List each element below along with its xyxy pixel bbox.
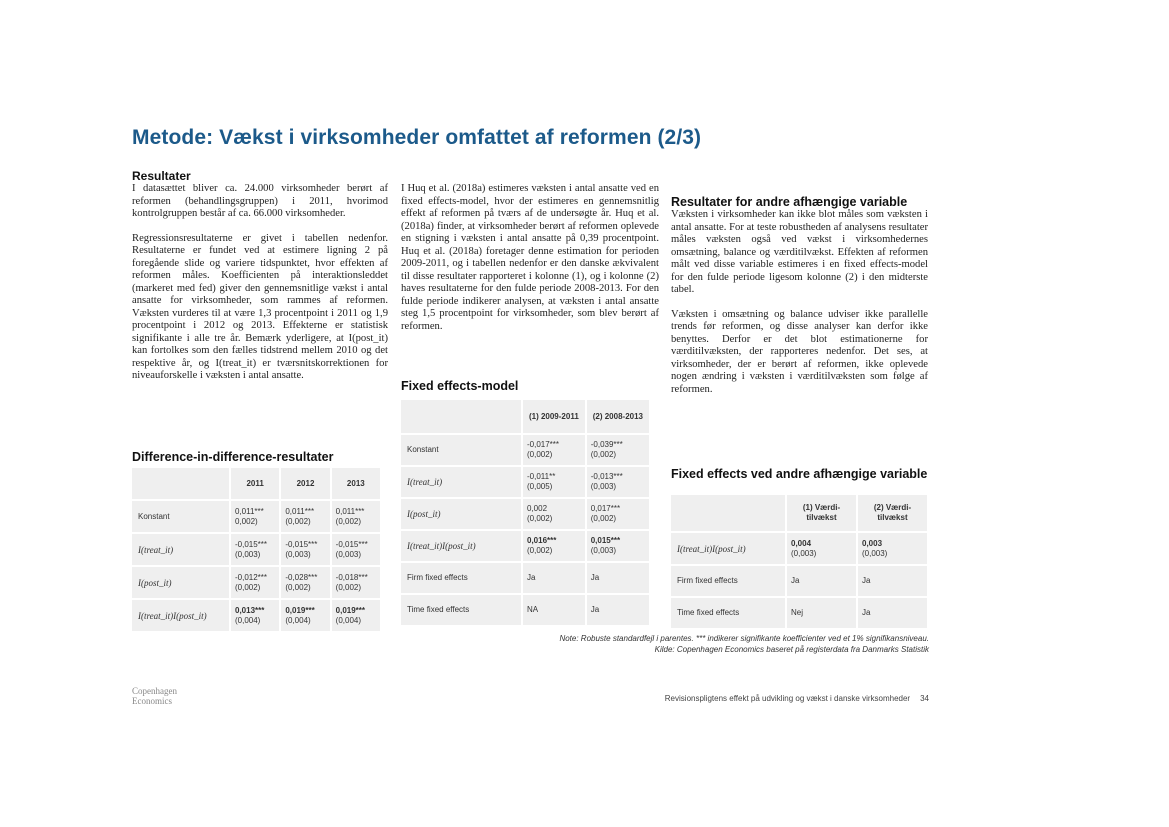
- stderr: (0,004): [235, 615, 261, 625]
- table-row: [401, 499, 649, 529]
- page-title: Metode: Vækst i virksomheder omfattet af reformen (2/3): [132, 126, 702, 149]
- coef: 0,011***: [235, 506, 264, 516]
- coef: -0,028***: [285, 572, 318, 582]
- row-label: I(treat_it)I(post_it): [671, 533, 785, 564]
- coef: -0,013***: [590, 472, 623, 481]
- stderr: 0,002): [235, 516, 258, 526]
- table-row: [132, 501, 380, 532]
- stderr: (0,004): [335, 615, 362, 625]
- coef: 0,013***: [235, 605, 265, 615]
- coef: -0,017***: [527, 440, 560, 449]
- did-header-empty: [132, 468, 229, 499]
- coef: 0,019***: [285, 605, 315, 615]
- table-row: [132, 600, 380, 631]
- cell: Ja: [787, 566, 856, 596]
- row-label: I(post_it): [401, 499, 521, 529]
- stderr: (0,002): [235, 582, 261, 592]
- stderr: (0,002): [527, 546, 553, 555]
- table-note: [559, 633, 929, 655]
- logo-line-1: Copenhagen: [132, 686, 177, 696]
- stderr: (0,002): [590, 514, 617, 523]
- other-fe-header-empty: [671, 495, 785, 531]
- row-label: I(treat_it)I(post_it): [132, 600, 229, 631]
- other-fe-table-title: Fixed effects ved andre afhængige variable: [671, 467, 928, 481]
- fe-header-col2: (2) 2008-2013: [587, 400, 649, 433]
- row-label: Firm fixed effects: [671, 566, 785, 596]
- coef: -0,039***: [590, 440, 623, 449]
- stderr: (0,003): [791, 548, 817, 558]
- table-row: [671, 598, 927, 628]
- table-row: [671, 533, 927, 564]
- coef: 0,015***: [590, 536, 621, 545]
- cell: NA: [523, 595, 585, 625]
- stderr: (0,002): [527, 514, 553, 523]
- table-row: [401, 563, 649, 593]
- did-header-2013: 2013: [332, 468, 380, 499]
- row-label: Time fixed effects: [401, 595, 521, 625]
- coef: 0,011***: [285, 506, 315, 516]
- did-header-2011: 2011: [231, 468, 279, 499]
- page-number: 34: [920, 694, 929, 703]
- stderr: (0,002): [590, 450, 617, 459]
- cell: Ja: [587, 563, 649, 593]
- coef: -0,015***: [335, 539, 368, 549]
- coef: 0,002: [527, 504, 548, 513]
- cell: Ja: [587, 595, 649, 625]
- coef: -0,012***: [235, 572, 268, 582]
- logo-line-2: Economics: [132, 696, 172, 706]
- stderr: (0,002): [335, 582, 362, 592]
- stderr: (0,005): [527, 482, 553, 491]
- stderr: (0,002): [285, 582, 311, 592]
- page-footer: [665, 694, 929, 703]
- results-paragraph-2: Regressionsresultaterne er givet i tabellen nedenfor. Resultaterne er fundet ved at estimere ligning 2 på foregående slide og variere tidspunktet, hvor effekten af reformen måles. Koefficienten på interaktionsleddet (markeret med fed) giver den gennemsnitlige vækst i antal ansatte for virksomheder, som rammes af reformen. Væksten vurderes til at være 1,3 procentpoint i 2011 og 1,9 procentpoint i 2012 og 2013. Effekterne er statistisk signifikante i alle tre år. Bemærk yderligere, at I(post_it) kan fortolkes som den fælles tidstrend mellem 2010 og det respektive år, og I(treat_it) er tværsnitskorrektionen for niveauforskelle i væksten i antal ansatte.: [132, 232, 388, 381]
- table-row: [132, 534, 380, 565]
- huq-column: [401, 183, 659, 345]
- row-label: I(post_it): [132, 567, 229, 598]
- fe-table-title: Fixed effects-model: [401, 379, 519, 393]
- stderr: (0,002): [527, 450, 553, 459]
- other-fe-header-col1: (1) Værdi-tilvækst: [787, 495, 856, 531]
- coef: -0,015***: [235, 539, 268, 549]
- did-table: [130, 466, 382, 633]
- other-fe-header-col2: (2) Værdi-tilvækst: [858, 495, 927, 531]
- stderr: (0,002): [335, 516, 362, 526]
- fe-header-col1: (1) 2009-2011: [523, 400, 585, 433]
- stderr: (0,002): [285, 516, 311, 526]
- coef: 0,016***: [527, 536, 557, 545]
- results-paragraph-1: I datasættet bliver ca. 24.000 virksomheder berørt af reformen (behandlingsgruppen) i 2011, hvorimod kontrolgruppen består af ca. 66.000 virksomheder.: [132, 183, 388, 219]
- table-row: [132, 567, 380, 598]
- table-row: [401, 467, 649, 497]
- cell: Ja: [858, 598, 927, 628]
- huq-paragraph: I Huq et al. (2018a) estimeres væksten i antal ansatte ved en fixed effects-model, hvor der estimeres en gennemsnitlig effekt af reformen på tværs af de undersøgte år. Huq et al. (2018a) finder, at virksomheder berørt af reformen oplevede en stigning i væksten i antal ansatte på 0,39 procentpoint. Huq et al. (2018a) foretager denne estimation for perioden 2009-2011, og i tabellen nedenfor er den danske ækvivalent til disse resultater rapporteret i kolonne (1), og i kolonne (2) haves resultaterne for den fulde periode 2008-2013. For den fulde periode indikerer analysen, at væksten i antal ansatte steg 1,5 procentpoint for virksomheder, som blev berørt af reformen.: [401, 183, 659, 332]
- source-line: Kilde: Copenhagen Economics baseret på registerdata fra Danmarks Statistik: [654, 645, 929, 654]
- row-label: I(treat_it)I(post_it): [401, 531, 521, 561]
- stderr: (0,003): [235, 549, 261, 559]
- cell: Ja: [858, 566, 927, 596]
- stderr: (0,003): [590, 482, 617, 491]
- row-label: Konstant: [132, 501, 229, 532]
- stderr: (0,003): [335, 549, 362, 559]
- row-label: I(treat_it): [401, 467, 521, 497]
- cell: Ja: [523, 563, 585, 593]
- did-table-title: Difference-in-difference-resultater: [132, 450, 334, 464]
- fe-header-empty: [401, 400, 521, 433]
- table-row: [401, 531, 649, 561]
- row-label: Firm fixed effects: [401, 563, 521, 593]
- cell: Nej: [787, 598, 856, 628]
- stderr: (0,003): [862, 548, 888, 558]
- did-header-2012: 2012: [281, 468, 329, 499]
- table-row: [671, 566, 927, 596]
- stderr: (0,003): [590, 546, 617, 555]
- fe-table: [399, 398, 651, 627]
- coef: 0,011***: [335, 506, 365, 516]
- coef: 0,004: [791, 538, 812, 548]
- other-fe-table: [669, 493, 929, 630]
- table-row: [401, 595, 649, 625]
- table-row: [401, 435, 649, 465]
- other-variables-column: [671, 196, 928, 408]
- coef: 0,019***: [335, 605, 366, 615]
- row-label: I(treat_it): [132, 534, 229, 565]
- row-label: Time fixed effects: [671, 598, 785, 628]
- stderr: (0,004): [285, 615, 311, 625]
- other-variables-paragraph-1: Væksten i virksomheder kan ikke blot måles som væksten i antal ansatte. For at teste robustheden af analysens resultater måles væksten også ved vækst i virksomhedernes omsætning, balance og værditilvækst. Effekten af reformen målt ved disse variable estimeres i en fixed effects-model for den fulde periode ligesom kolonne (2) i den midterste tabel.: [671, 209, 928, 295]
- results-heading: Resultater: [132, 169, 191, 183]
- other-variables-paragraph-2: Væksten i omsætning og balance udviser ikke parallelle trends før reformen, og disse analyser kan derfor ikke benyttes. Derfor er det blot estimationerne for værditilvæksten, der rapporteres nedenfor. Det ses, at virksomheder, der er berørt af reformen, ikke oplevede nogen ændring i væksten i værditilvæksten som følge af reformen.: [671, 308, 928, 395]
- coef: -0,018***: [335, 572, 368, 582]
- results-column: [132, 170, 388, 395]
- coef: -0,015***: [285, 539, 318, 549]
- coef: 0,003: [862, 538, 883, 548]
- stderr: (0,003): [285, 549, 311, 559]
- company-logo: [132, 686, 177, 706]
- row-label: Konstant: [401, 435, 521, 465]
- coef: -0,011**: [527, 472, 556, 481]
- footer-text: Revisionspligtens effekt på udvikling og vækst i danske virksomheder: [664, 694, 911, 703]
- other-variables-heading: Resultater for andre afhængige variable: [671, 195, 908, 209]
- coef: 0,017***: [590, 504, 621, 513]
- note-line: Note: Robuste standardfejl i parentes. *** indikerer signifikante koefficienter ved et 1% signifikansniveau.: [559, 634, 929, 643]
